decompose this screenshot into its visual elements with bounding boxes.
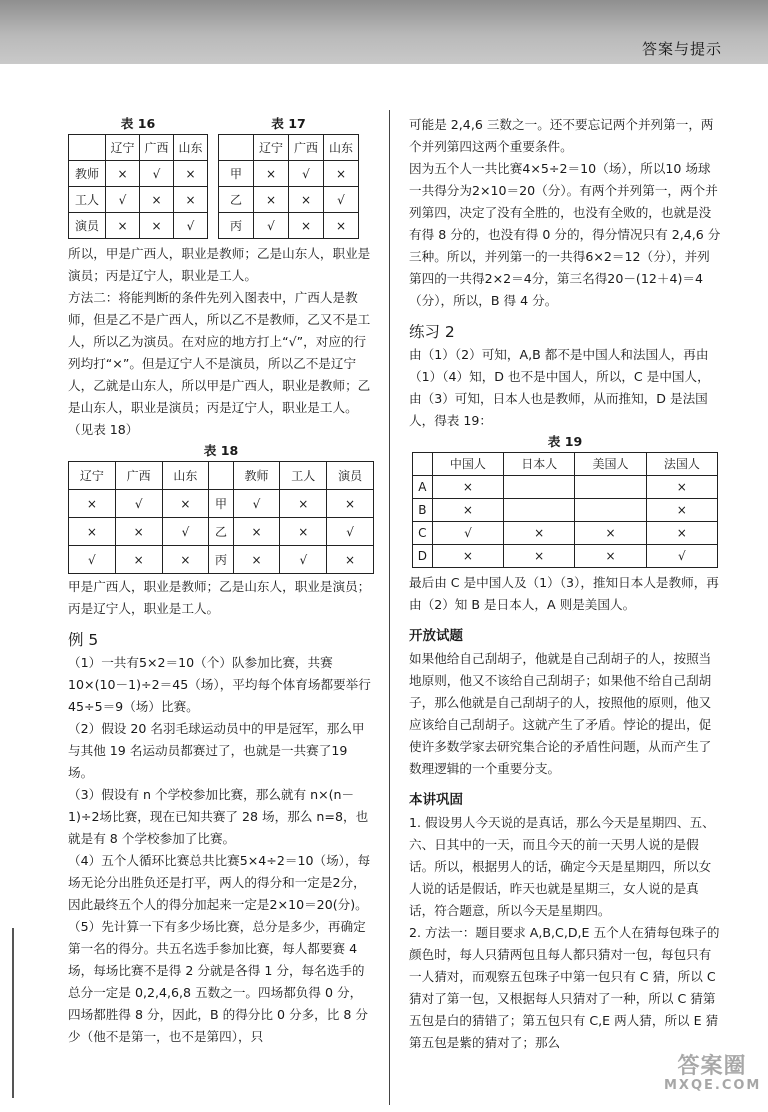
- table-19: [412, 452, 718, 568]
- table-cell: 辽宁: [106, 135, 140, 161]
- header-title: 答案与提示: [641, 40, 722, 58]
- table-cell: 工人: [280, 462, 327, 490]
- table-cell: ×: [432, 476, 503, 499]
- paragraph: 因为五个人一共比赛4×5÷2＝10（场），所以10 场球一共得分为2×10＝20（分）。有两个并列第一，两个并列第四，决定了没有全胜的，也没有全败的，也就是没有得 8 分的，也没有得 0 分的，得分情况只有 2,4,6 分三种。所以，并列第一的一共得6×2＝12（分），并列第四的一共得2×2＝4分，第三名得20－(12＋4)＝4（分），所以，B 得 4 分。: [409, 161, 721, 308]
- table-cell: [219, 135, 254, 161]
- table-cell: ×: [174, 187, 208, 213]
- table-cell: 山东: [174, 135, 208, 161]
- table-18-caption: 表 18: [203, 443, 239, 458]
- section-title-ex5: 例 5: [68, 631, 99, 649]
- table-cell: ×: [289, 187, 324, 213]
- table-18: [68, 461, 374, 574]
- section-title-open: 开放试题: [409, 628, 463, 644]
- table-cell: ×: [162, 490, 209, 518]
- table-row: [219, 161, 359, 187]
- table-row: [219, 213, 359, 239]
- table-cell: 甲: [219, 161, 254, 187]
- table-cell: 工人: [69, 187, 106, 213]
- table-cell: 法国人: [646, 453, 717, 476]
- table-cell: √: [254, 213, 289, 239]
- table-cell: ×: [327, 546, 374, 574]
- table-cell: ×: [646, 476, 717, 499]
- paragraph: 1. 假设男人今天说的是真话，那么今天是星期四、五、六、日其中的一天，而且今天的前一天男人说的是假话。所以，根据男人的话，确定今天是星期四，所以女人说的话是假话，昨天也就是星期三，女人说的是真话，符合题意，所以今天是星期四。: [409, 815, 715, 918]
- tables-16-17: [68, 114, 374, 239]
- table-cell: √: [646, 545, 717, 568]
- table-cell: ×: [69, 518, 116, 546]
- table-cell: 广西: [115, 462, 162, 490]
- table-cell: ×: [174, 161, 208, 187]
- table-cell: ×: [254, 187, 289, 213]
- paragraph: （4）五个人循环比赛总共比赛5×4÷2＝10（场），每场无论分出胜负还是打平，两人的得分和一定是2分，因此最终五个人的得分加起来一定是2×10＝20(分)。: [68, 853, 371, 912]
- paragraph: （1）一共有5×2＝10（个）队参加比赛，共赛10×(10－1)÷2＝45（场），平均每个体育场都要举行45÷5＝9（场）比赛。: [68, 655, 371, 714]
- table-row: [69, 187, 208, 213]
- paragraph: 可能是 2,4,6 三数之一。还不要忘记两个并列第一，两个并列第四这两个重要条件。: [409, 117, 714, 154]
- table-cell: [413, 453, 433, 476]
- table-row: [69, 462, 374, 490]
- table-row: [413, 522, 718, 545]
- table-cell: 教师: [233, 462, 280, 490]
- table-cell: 广西: [140, 135, 174, 161]
- table-cell: 演员: [69, 213, 106, 239]
- table-cell: B: [413, 499, 433, 522]
- table-cell: ×: [233, 518, 280, 546]
- table-cell: √: [174, 213, 208, 239]
- table-cell: [575, 476, 646, 499]
- table-cell: ×: [162, 546, 209, 574]
- table-row: [69, 213, 208, 239]
- table-cell: ×: [575, 545, 646, 568]
- table-cell: [69, 135, 106, 161]
- table-cell: 丙: [209, 546, 233, 574]
- table-cell: 日本人: [504, 453, 575, 476]
- table-16: [68, 134, 208, 239]
- table-cell: 甲: [209, 490, 233, 518]
- table-cell: √: [432, 522, 503, 545]
- paragraph: 由（1）（2）可知，A,B 都不是中国人和法国人，再由（1）（4）知，D 也不是中国人，所以，C 是中国人，由（3）可知，日本人也是教师，从而推知，D 是法国人，得表 19：: [409, 347, 710, 428]
- table-17: [218, 134, 359, 239]
- table-cell: [209, 462, 233, 490]
- table-cell: ×: [432, 545, 503, 568]
- table-cell: ×: [115, 518, 162, 546]
- table-cell: 辽宁: [69, 462, 116, 490]
- table-cell: 丙: [219, 213, 254, 239]
- watermark-main: 答案圈: [677, 1054, 747, 1079]
- table-cell: 教师: [69, 161, 106, 187]
- table-cell: D: [413, 545, 433, 568]
- table-row: [413, 499, 718, 522]
- table-cell: ×: [233, 546, 280, 574]
- table-16-block: [68, 114, 208, 239]
- table-cell: √: [162, 518, 209, 546]
- table-cell: 美国人: [575, 453, 646, 476]
- column-divider: [389, 110, 390, 1105]
- table-cell: ×: [106, 161, 140, 187]
- table-16-caption: 表 16: [120, 116, 156, 131]
- paragraph: （5）先计算一下有多少场比赛，总分是多少，再确定第一名的得分。共五名选手参加比赛，每人都要赛 4 场，每场比赛不是得 2 分就是各得 1 分，每名选手的总分一定是 0,2,4,6,8 五数之一。四场都负得 0 分，四场都胜得 8 分，因此，B 的得分比 0 分多，比 8 分少（他不是第一，也不是第四），只: [68, 919, 368, 1044]
- left-column: [68, 114, 374, 1048]
- margin-bar: [12, 928, 14, 1098]
- table-row: [413, 453, 718, 476]
- section-title-ex2: 练习 2: [409, 323, 455, 341]
- right-column: [409, 114, 721, 1054]
- table-cell: ×: [280, 518, 327, 546]
- table-cell: 中国人: [432, 453, 503, 476]
- table-cell: ×: [646, 499, 717, 522]
- paragraph: 方法二：将能判断的条件先列入图表中，广西人是教师，但是乙不是广西人，所以乙不是教师，乙又不是工人，所以乙为演员。在对应的地方打上“√”，对应的行列均打“×”。但是辽宁人不是演员，所以乙不是辽宁人，乙就是山东人，所以甲是广西人，职业是教师；乙是山东人，职业是演员；丙是辽宁人，职业是工人。（见表 18）: [68, 290, 371, 437]
- table-cell: √: [106, 187, 140, 213]
- table-19-caption: 表 19: [547, 434, 583, 449]
- table-cell: ×: [575, 522, 646, 545]
- table-cell: √: [69, 546, 116, 574]
- table-cell: 乙: [219, 187, 254, 213]
- table-cell: √: [115, 490, 162, 518]
- table-cell: ×: [140, 213, 174, 239]
- paragraph: 所以，甲是广西人，职业是教师；乙是山东人，职业是演员；丙是辽宁人，职业是工人。: [68, 246, 371, 283]
- table-cell: 山东: [162, 462, 209, 490]
- table-cell: 乙: [209, 518, 233, 546]
- table-row: [219, 135, 359, 161]
- table-row: [69, 135, 208, 161]
- table-cell: 山东: [324, 135, 359, 161]
- table-cell: 辽宁: [254, 135, 289, 161]
- table-cell: [575, 499, 646, 522]
- table-17-block: [218, 114, 359, 239]
- table-cell: 演员: [327, 462, 374, 490]
- table-cell: ×: [254, 161, 289, 187]
- table-cell: ×: [504, 522, 575, 545]
- table-cell: ×: [432, 499, 503, 522]
- table-row: [69, 546, 374, 574]
- table-cell: ×: [115, 546, 162, 574]
- paragraph: 最后由 C 是中国人及（1）（3），推知日本人是教师，再由（2）知 B 是日本人，A 则是美国人。: [409, 575, 719, 612]
- table-cell: √: [289, 161, 324, 187]
- table-cell: ×: [140, 187, 174, 213]
- table-row: [413, 545, 718, 568]
- table-cell: [504, 476, 575, 499]
- table-cell: ×: [327, 490, 374, 518]
- paragraph: 甲是广西人，职业是教师；乙是山东人，职业是演员；丙是辽宁人，职业是工人。: [68, 579, 371, 616]
- table-cell: √: [140, 161, 174, 187]
- table-cell: A: [413, 476, 433, 499]
- table-cell: ×: [289, 213, 324, 239]
- table-row: [219, 187, 359, 213]
- table-cell: √: [324, 187, 359, 213]
- table-row: [69, 161, 208, 187]
- paragraph: 2. 方法一：题目要求 A,B,C,D,E 五个人在猜每包珠子的颜色时，每人只猜两包且每人都只猜对一包，每包只有一人猜对，而观察五包珠子中第一包只有 C 猜，所以 C 猜对了第一包，又根据每人只猜对了一种，所以 C 猜第五包是白的猜错了；第五包只有 C,E 两人猜，所以 E 猜第五包是紫的猜对了；那么: [409, 925, 720, 1050]
- table-cell: ×: [324, 213, 359, 239]
- table-cell: ×: [69, 490, 116, 518]
- table-17-caption: 表 17: [271, 116, 306, 131]
- section-title-review: 本讲巩固: [409, 792, 463, 808]
- watermark-logo: [664, 1056, 760, 1100]
- paragraph: （3）假设有 n 个学校参加比赛，那么就有 n×(n－1)÷2场比赛，现在已知共赛了 28 场，那么 n=8，也就是有 8 个学校参加了比赛。: [68, 787, 369, 846]
- table-cell: 广西: [289, 135, 324, 161]
- table-cell: [504, 499, 575, 522]
- watermark-sub: MXQE.COM: [664, 1078, 762, 1093]
- table-cell: √: [233, 490, 280, 518]
- table-row: [413, 476, 718, 499]
- paragraph: 如果他给自己刮胡子，他就是自己刮胡子的人，按照当地原则，他又不该给自己刮胡子；如果他不给自己刮胡子，那么他就是自己刮胡子的人，按照他的原则，他又应该给自己刮胡子。这就产生了矛盾。悖论的提出，促使许多数学家去研究集合论的矛盾性问题，从而产生了数理逻辑的一个重要分支。: [409, 651, 712, 776]
- table-cell: C: [413, 522, 433, 545]
- table-cell: √: [327, 518, 374, 546]
- table-cell: √: [280, 546, 327, 574]
- table-row: [69, 490, 374, 518]
- table-cell: ×: [106, 213, 140, 239]
- table-row: [69, 518, 374, 546]
- table-cell: ×: [280, 490, 327, 518]
- table-cell: ×: [324, 161, 359, 187]
- table-cell: ×: [646, 522, 717, 545]
- paragraph: （2）假设 20 名羽毛球运动员中的甲是冠军，那么甲与其他 19 名运动员都赛过了，也就是一共赛了19 场。: [68, 721, 365, 780]
- table-cell: ×: [504, 545, 575, 568]
- page-header: [0, 0, 768, 64]
